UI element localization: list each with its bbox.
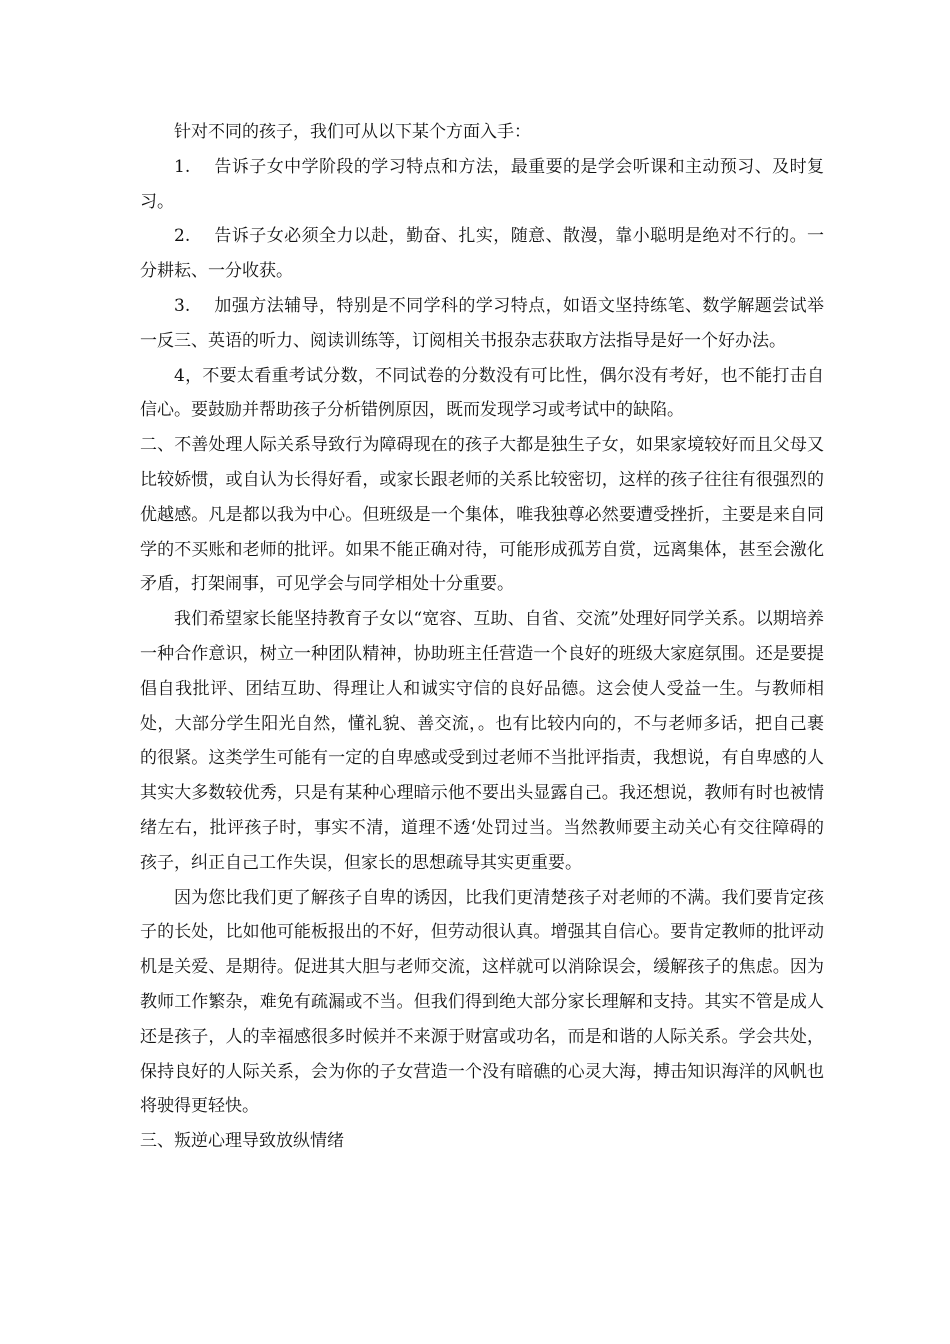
document-body <box>140 115 824 1159</box>
list-item-text: 告诉子女中学阶段的学习特点和方法，最重要的是学会听课和主动预习、及时复习。 <box>140 156 824 212</box>
body-paragraph <box>140 602 824 880</box>
list-item-1 <box>140 150 824 220</box>
intro-text: 针对不同的孩子，我们可从以下某个方面入手： <box>174 122 531 142</box>
list-item-text: 告诉子女必须全力以赴，勤奋、扎实，随意、散漫，靠小聪明是绝对不行的。一分耕耘、一分收获。 <box>140 226 824 282</box>
list-number: 2. <box>174 226 191 247</box>
list-number: 3. <box>174 295 191 316</box>
list-number: 1. <box>174 156 191 177</box>
list-item-text: 加强方法辅导，特别是不同学科的学习特点，如语文坚持练笔、数学解题尝试举一反三、英语的听力、阅读训练等，订阅相关书报杂志获取方法指导是好一个好办法。 <box>140 295 824 351</box>
section-two-paragraph <box>140 428 824 602</box>
section-three-heading <box>140 1124 824 1159</box>
list-item-3 <box>140 289 824 359</box>
body-paragraph <box>140 881 824 1125</box>
section-three-text: 三、叛逆心理导致放纵情绪 <box>140 1131 344 1152</box>
list-item-4 <box>140 359 824 429</box>
intro-paragraph <box>140 115 824 150</box>
list-item-text: 4，不要太看重考试分数，不同试卷的分数没有可比性，偶尔没有考好，也不能打击自信心。要鼓励并帮助孩子分析错例原因，既而发现学习或考试中的缺陷。 <box>140 365 824 421</box>
list-item-2 <box>140 219 824 289</box>
section-two-text: 二、不善处理人际关系导致行为障碍现在的孩子大都是独生子女，如果家境较好而且父母又比较娇惯，或自认为长得好看，或家长跟老师的关系比较密切，这样的孩子往往有很强烈的优越感。凡是都以我为中心。但班级是一个集体，唯我独尊必然要遭受挫折，主要是来自同学的不买账和老师的批评。如果不能正确对待，可能形成孤芳自赏，远离集体，甚至会激化矛盾，打架闹事，可见学会与同学相处十分重要。 <box>140 435 824 595</box>
body-text: 我们希望家长能坚持教育子女以“宽容、互助、自省、交流”处理好同学关系。以期培养一种合作意识，树立一种团队精神，协助班主任营造一个良好的班级大家庭氛围。还是要提倡自我批评、团结互助、得理让人和诚实守信的良好品德。这会使人受益一生。与教师相处，大部分学生阳光自然，懂礼貌、善交流，。也有比较内向的，不与老师多话，把自己裹的很紧。这类学生可能有一定的自卑感或受到过老师不当批评指责，我想说，有自卑感的人其实大多数较优秀，只是有某种心理暗示他不要出头显露自己。我还想说，教师有时也被情绪左右，批评孩子时，事实不清，道理不透‘处罚过当。当然教师要主动关心有交往障碍的孩子，纠正自己工作失误，但家长的思想疏导其实更重要。 <box>140 609 824 873</box>
body-text: 因为您比我们更了解孩子自卑的诱因，比我们更清楚孩子对老师的不满。我们要肯定孩子的长处，比如他可能板报出的不好，但劳动很认真。增强其自信心。要肯定教师的批评动机是关爱、是期待。促进其大胆与老师交流，这样就可以消除误会，缓解孩子的焦虑。因为教师工作繁杂，难免有疏漏或不当。但我们得到绝大部分家长理解和支持。其实不管是成人还是孩子，人的幸福感很多时候并不来源于财富或功名，而是和谐的人际关系。学会共处，保持良好的人际关系，会为你的子女营造一个没有暗礁的心灵大海，搏击知识海洋的风帆也将驶得更轻快。 <box>140 887 824 1117</box>
